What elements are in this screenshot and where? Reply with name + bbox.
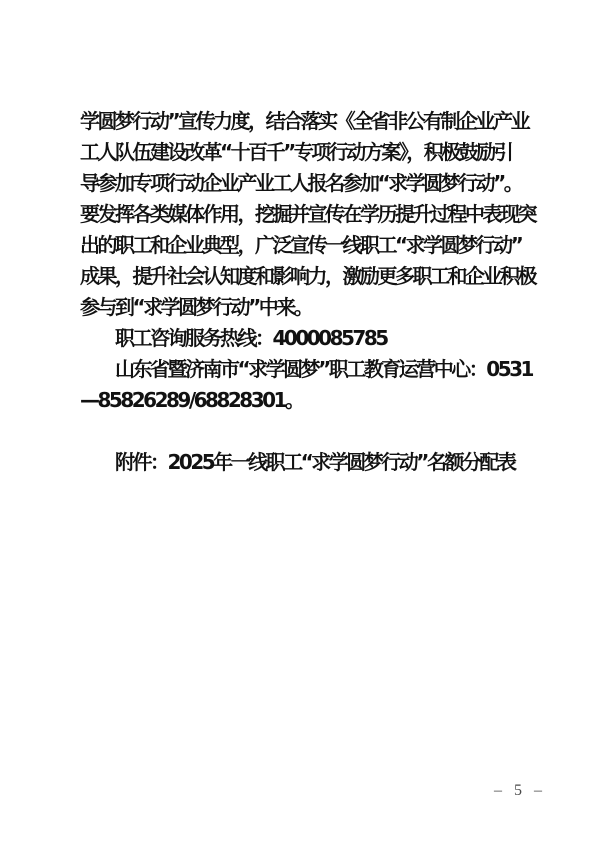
body-line-7: 参与到“求学圆梦行动”中来。 <box>80 295 312 319</box>
body-line-4: 要发挥各类媒体作用，挖掘并宣传在学历提升过程中表现突 <box>80 202 535 226</box>
body-line-2: 工人队伍建设改革“十百千”专项行动方案》，积极鼓励引 <box>80 140 512 164</box>
phone-continuation-line: —85826289/68828301。 <box>80 388 303 412</box>
blank-line <box>80 416 540 447</box>
hotline-line: 职工咨询服务热线：4000085785 <box>115 326 387 350</box>
body-line-6: 成果，提升社会认知度和影响力，激励更多职工和企业积极 <box>80 264 535 288</box>
document-body <box>80 106 540 478</box>
operation-center-line: 山东省暨济南市“求学圆梦”职工教育运营中心：0531 <box>115 357 532 381</box>
body-line-1: 学圆梦行动”宣传力度，结合落实《全省非公有制企业产业 <box>80 109 529 133</box>
page-number: – 5 – <box>494 782 546 799</box>
body-line-5: 出的职工和企业典型，广泛宣传一线职工“求学圆梦行动” <box>80 233 522 257</box>
body-line-3: 导参加专项行动企业产业工人报名参加“求学圆梦行动”。 <box>80 171 522 195</box>
attachment-line: 附件：2025年一线职工“求学圆梦行动”名额分配表 <box>115 450 515 474</box>
